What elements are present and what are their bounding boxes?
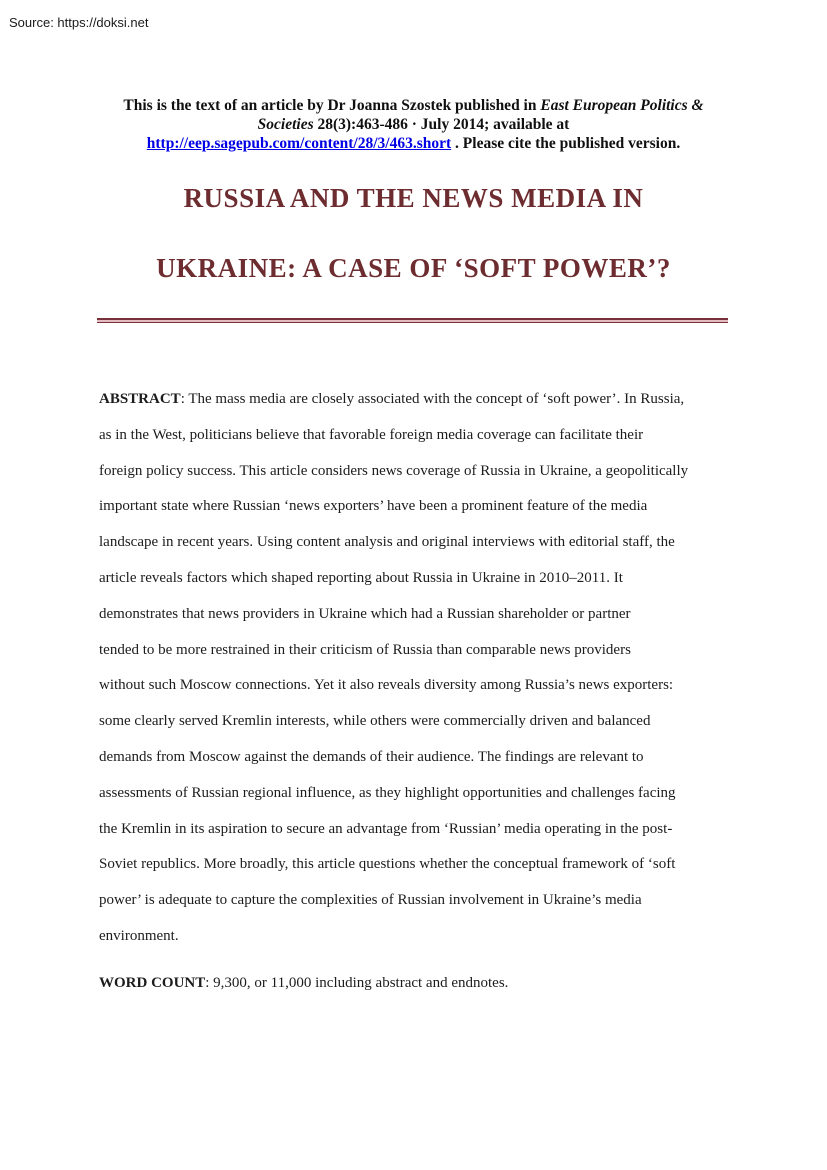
abstract-line: power’ is adequate to capture the complexities of Russian involvement in Ukraine’s media: [99, 892, 642, 909]
abstract-line: demands from Moscow against the demands of their audience. The findings are relevant to: [99, 748, 644, 765]
title-rule: [97, 318, 728, 323]
page-title-line-2: UKRAINE: A CASE OF ‘SOFT POWER’?: [156, 253, 671, 283]
word-count-text: : 9,300, or 11,000 including abstract and endnotes.: [205, 975, 509, 991]
word-count-line: [99, 966, 827, 1002]
abstract-text: : The mass media are closely associated with the concept of ‘soft power’. In Russia,: [180, 391, 685, 407]
article-url-link[interactable]: http://eep.sagepub.com/content/28/3/463.short: [146, 135, 452, 152]
abstract-line: assessments of Russian regional influence, as they highlight opportunities and challenges facing: [99, 784, 676, 801]
abstract-line: as in the West, politicians believe that favorable foreign media coverage can facilitate their: [99, 426, 644, 443]
citation-note-line-2: [0, 115, 827, 134]
abstract-paragraph: [99, 382, 827, 955]
source-note: Source: https://doksi.net: [9, 15, 149, 30]
citation-note: [0, 96, 827, 153]
abstract-line: [99, 382, 827, 418]
abstract-label: ABSTRACT: [99, 391, 181, 407]
citation-issue-text: 28(3):463-486 · July 2014; available at: [313, 116, 570, 133]
journal-name-part-1: East European Politics &: [540, 97, 704, 114]
abstract-line: environment.: [99, 927, 179, 944]
word-count-label: WORD COUNT: [99, 975, 206, 991]
abstract-line: tended to be more restrained in their criticism of Russia than comparable news providers: [99, 641, 631, 658]
journal-name-part-2: Societies: [257, 116, 314, 133]
abstract-line: Soviet republics. More broadly, this article questions whether the conceptual framework of ‘soft: [99, 856, 676, 873]
abstract-line: the Kremlin in its aspiration to secure an advantage from ‘Russian’ media operating in the post-: [99, 820, 673, 837]
word-count-section: [99, 966, 827, 1002]
abstract-line: landscape in recent years. Using content analysis and original interviews with editorial staff, the: [99, 534, 675, 551]
cite-request-text: . Please cite the published version.: [451, 135, 681, 152]
abstract-line: demonstrates that news providers in Ukraine which had a Russian shareholder or partner: [99, 605, 631, 622]
page-title-line-1: RUSSIA AND THE NEWS MEDIA IN: [183, 183, 644, 213]
abstract-line: foreign policy success. This article considers news coverage of Russia in Ukraine, a geopolitically: [99, 462, 689, 479]
citation-note-line-1: [0, 96, 827, 115]
abstract-line: without such Moscow connections. Yet it also reveals diversity among Russia’s news exporters:: [99, 677, 674, 694]
citation-text: This is the text of an article by Dr Joanna Szostek published in: [123, 97, 541, 114]
abstract-line: article reveals factors which shaped reporting about Russia in Ukraine in 2010–2011. It: [99, 569, 623, 586]
abstract-line: some clearly served Kremlin interests, while others were commercially driven and balanced: [99, 713, 651, 730]
citation-note-line-3: [0, 134, 827, 153]
abstract-line: important state where Russian ‘news exporters’ have been a prominent feature of the media: [99, 498, 648, 515]
